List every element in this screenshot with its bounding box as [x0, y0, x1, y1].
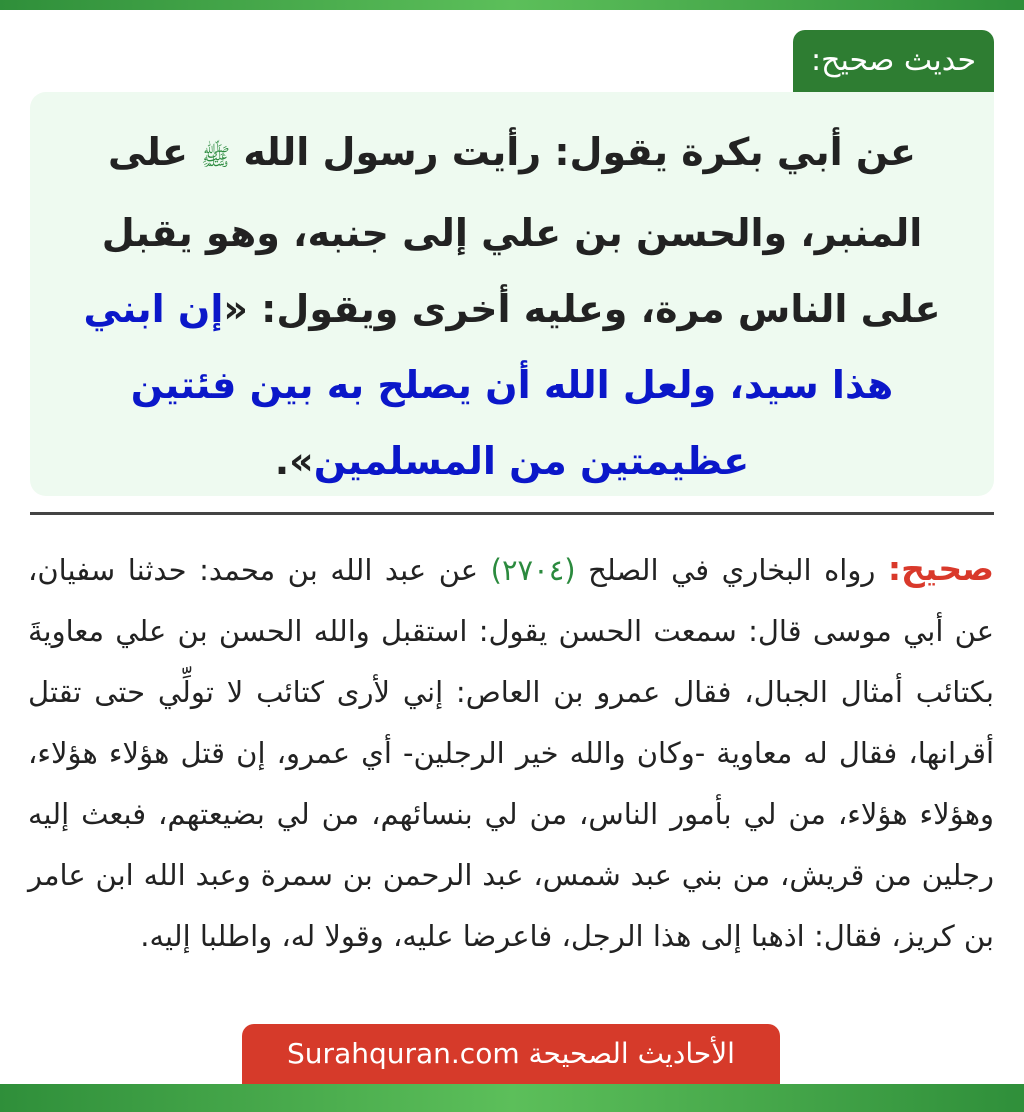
commentary-text [28, 538, 994, 967]
hadith-closing: ». [274, 439, 314, 483]
site-brand-badge[interactable]: الأحاديث الصحيحة Surahquran.com [242, 1024, 780, 1084]
top-accent-bar [0, 0, 1024, 10]
commentary-body: عن عبد الله بن محمد: حدثنا سفيان، عن أبي موسى قال: سمعت الحسن يقول: استقبل والله الحسن بن علي معاويةَ بكتائب أمثال الجبال، فقال عمرو بن العاص: إني لأرى كتائب لا تولِّي حتى تقتل أقرانها، فقال له معاوية -وكان والله خير الرجلين- أي عمرو، إن قتل هؤلاء هؤلاء، وهؤلاء هؤلاء، من لي بأمور الناس، من لي بنسائهم، من لي بضيعتهم، فبعث إليه رجلين من قريش، من بني عبد شمس، عبد الرحمن بن سمرة وعبد الله ابن عامر بن كريز، فقال: اذهبا إلى هذا الرجل، فاعرضا عليه، وقولا له، واطلبا إليه. [28, 553, 994, 953]
hadith-intro: عن أبي بكرة يقول: رأيت رسول الله [230, 130, 916, 174]
grade-tag: حديث صحيح: [793, 30, 994, 92]
hadith-text [64, 114, 960, 499]
divider [30, 512, 994, 515]
hadith-narration: على المنبر، والحسن بن علي إلى جنبه، وهو يقبل على الناس مرة، وعليه أخرى ويقول: « [101, 130, 941, 331]
prophetic-quote: إن ابني هذا سيد، ولعل الله أن يصلح به بين فئتين عظيمتين من المسلمين [83, 287, 894, 483]
grade-label: صحيح: [887, 549, 995, 588]
salutation-glyph: ﷺ [201, 143, 231, 171]
hadith-box [30, 92, 994, 496]
reference-number: (٢٧٠٤) [490, 553, 576, 587]
bottom-accent-bar [0, 1084, 1024, 1112]
source-before: رواه البخاري في الصلح [575, 553, 888, 587]
